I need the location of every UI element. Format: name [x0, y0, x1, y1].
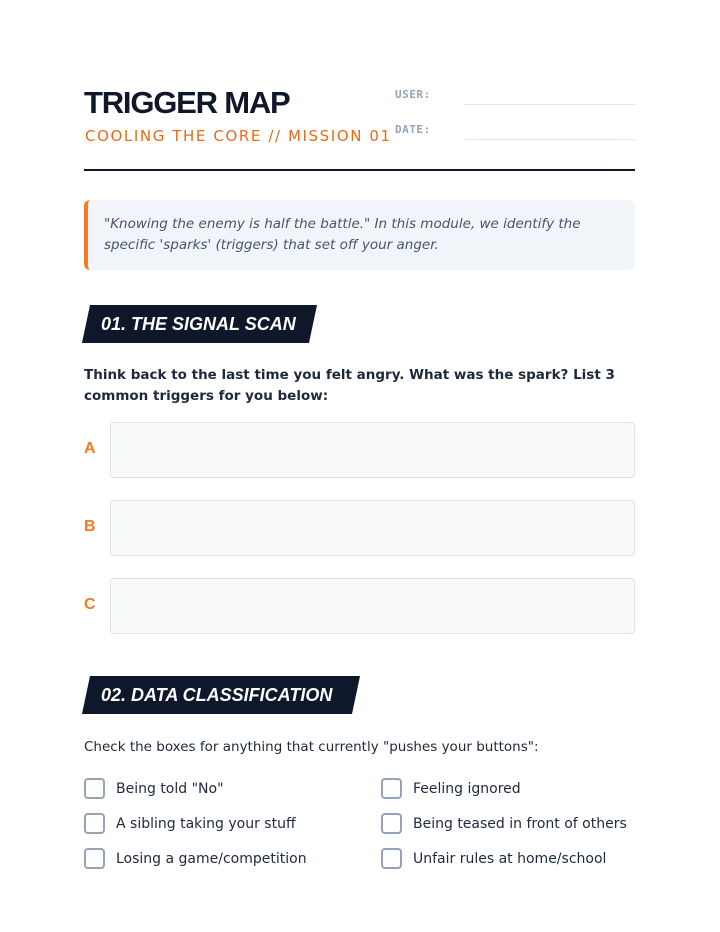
trigger-input-b[interactable]: [110, 500, 635, 556]
section-2-prompt: Check the boxes for anything that currently "pushes your buttons":: [84, 739, 539, 755]
checkbox-option[interactable]: [84, 778, 224, 799]
checkbox-option[interactable]: [84, 813, 296, 834]
section-1-header: [82, 305, 317, 343]
intro-quote-text: "Knowing the enemy is half the battle." In this module, we identify the specific 'sparks' (triggers) that set off your anger.: [104, 216, 581, 253]
trigger-letter-c: C: [84, 596, 96, 613]
trigger-input-a[interactable]: [110, 422, 635, 478]
checkbox-option[interactable]: [381, 813, 627, 834]
worksheet-page: [84, 0, 635, 932]
checkbox-label: A sibling taking your stuff: [116, 815, 296, 832]
date-field[interactable]: [465, 139, 635, 140]
checkbox-option[interactable]: [381, 778, 521, 799]
page-title: TRIGGER MAP: [84, 85, 290, 120]
header-divider: [84, 169, 635, 171]
checkbox-option[interactable]: [84, 848, 307, 869]
checkbox-label: Feeling ignored: [413, 780, 521, 797]
date-label: DATE:: [395, 123, 431, 136]
checkbox[interactable]: [84, 848, 105, 869]
checkbox[interactable]: [381, 778, 402, 799]
checkbox-option[interactable]: [381, 848, 606, 869]
checkbox-label: Unfair rules at home/school: [413, 850, 607, 867]
checkbox[interactable]: [381, 813, 402, 834]
section-1-prompt: Think back to the last time you felt angry. What was the spark? List 3 common triggers for you below:: [84, 367, 615, 404]
checkbox[interactable]: [84, 778, 105, 799]
checkbox-label: Losing a game/competition: [116, 850, 307, 867]
section-2-title: 02. DATA CLASSIFICATION: [101, 685, 333, 705]
checkbox-label: Being teased in front of others: [413, 815, 627, 832]
intro-quote: [84, 200, 635, 270]
page-subtitle: COOLING THE CORE // MISSION 01: [85, 127, 392, 145]
section-2-header: [82, 676, 360, 714]
checkbox-label: Being told "No": [116, 780, 224, 797]
checkbox[interactable]: [381, 848, 402, 869]
user-label: USER:: [395, 88, 431, 101]
trigger-input-c[interactable]: [110, 578, 635, 634]
checkbox[interactable]: [84, 813, 105, 834]
worksheet-header: [84, 86, 635, 172]
section-1-title: 01. THE SIGNAL SCAN: [101, 314, 296, 334]
trigger-letter-a: A: [84, 440, 96, 457]
trigger-letter-b: B: [84, 518, 96, 535]
user-field[interactable]: [465, 104, 635, 105]
